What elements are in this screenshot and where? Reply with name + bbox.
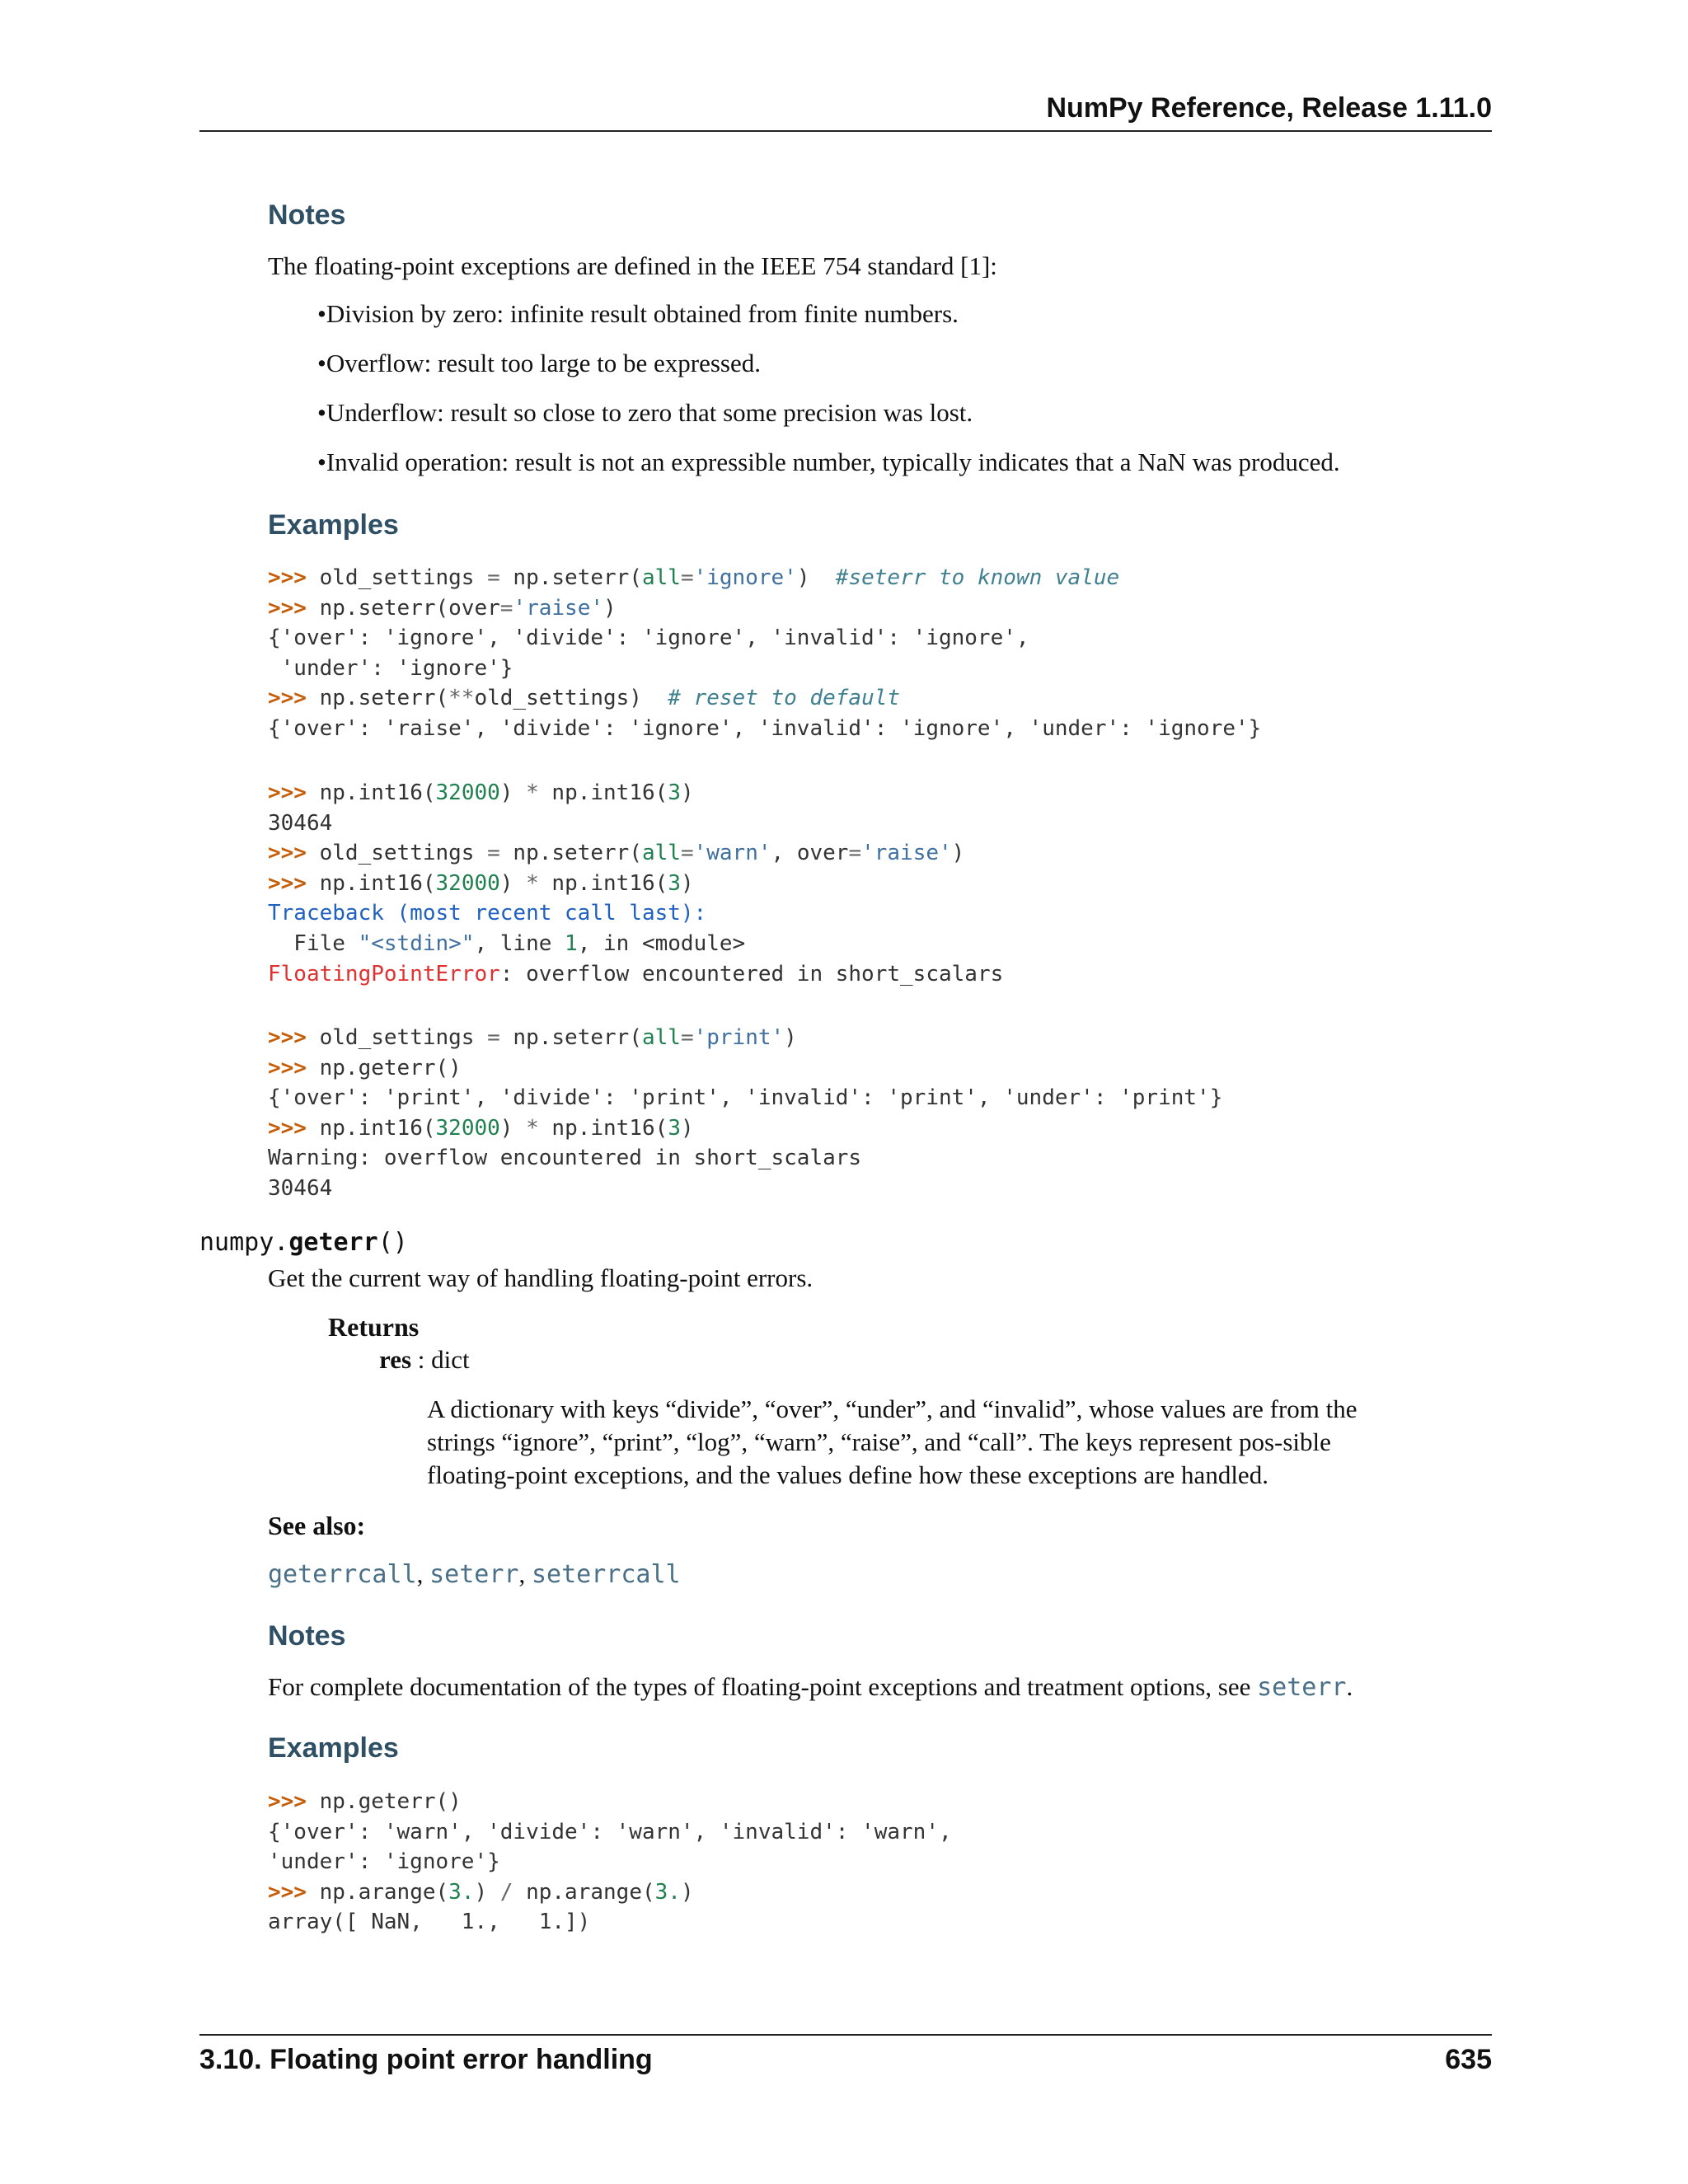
examples-heading: Examples	[268, 509, 399, 541]
notes-intro: The floating-point exceptions are defined in the IEEE 754 standard [1]:	[268, 251, 997, 280]
function-signature	[199, 1228, 408, 1257]
link-geterrcall[interactable]: geterrcall	[268, 1560, 417, 1589]
code-block-seterr-1: >>> old_settings = np.seterr(all='ignore') #seterr to known value >>> np.seterr(over='raise') {'over': 'ignore', 'divide': 'ignore', 'invalid': 'ignore', 'under': 'ignore'} >>> np.seterr(**old_settings) # reset to default {'over': 'raise', 'divide': 'ignore', 'invalid': 'ignore', 'under': 'ignore'}	[268, 565, 1262, 741]
notes-heading: Notes	[268, 199, 346, 231]
signature-module: numpy.	[199, 1228, 289, 1257]
return-description: A dictionary with keys “divide”, “over”, “under”, and “invalid”, whose values are from the strings “ignore”, “print”, “log”, “warn”, “raise”, and “call”. The keys represent pos-sible floating-point exceptions, and the values define how these exceptions are handled.	[427, 1394, 1357, 1489]
see-also-links	[268, 1559, 681, 1589]
return-name: res	[379, 1345, 412, 1374]
function-summary: Get the current way of handling floating-point errors.	[268, 1263, 814, 1292]
page-number: 635	[1445, 2044, 1492, 2075]
geterr-notes-heading: Notes	[268, 1620, 346, 1652]
code-block-geterr: >>> np.geterr() {'over': 'warn', 'divide': 'warn', 'invalid': 'warn', 'under': 'ignore'} >>> np.arange(3.) / np.arange(3.) array([ NaN, 1., 1.])	[268, 1789, 952, 1935]
bullet-item: •Division by zero: infinite result obtained from finite numbers.	[317, 299, 959, 328]
code-block-seterr-2: >>> np.int16(32000) * np.int16(3) 30464 >>> old_settings = np.seterr(all='warn', over='raise') >>> np.int16(32000) * np.int16(3) Traceback (most recent call last): File "<stdin>", line 1, in <module> FloatingPointError: overflow encountered in short_scalars	[268, 780, 1004, 987]
return-value	[379, 1345, 470, 1375]
returns-heading: Returns	[328, 1312, 420, 1342]
header-rule	[199, 130, 1492, 132]
notes-end: .	[1346, 1672, 1353, 1701]
link-separator: ,	[416, 1559, 430, 1588]
see-also-heading: See also:	[268, 1511, 366, 1540]
link-seterr-inline[interactable]: seterr	[1257, 1673, 1347, 1702]
link-separator: ,	[518, 1559, 532, 1588]
code-block-seterr-3: >>> old_settings = np.seterr(all='print') >>> np.geterr() {'over': 'print', 'divide': 'print', 'invalid': 'print', 'under': 'print'} >>> np.int16(32000) * np.int16(3) Warning: overflow encountered in short_scalars 30464	[268, 1025, 1223, 1201]
geterr-notes-text	[268, 1671, 1353, 1704]
notes-body: For complete documentation of the types of floating-point exceptions and treatment options, see	[268, 1672, 1258, 1701]
geterr-examples-heading: Examples	[268, 1732, 399, 1764]
bullet-item: •Invalid operation: result is not an expressible number, typically indicates that a NaN was produced.	[317, 448, 1340, 476]
return-type: : dict	[411, 1345, 470, 1374]
signature-name: geterr	[288, 1228, 378, 1257]
signature-parens: ()	[377, 1228, 408, 1257]
running-header: NumPy Reference, Release 1.11.0	[1046, 92, 1492, 124]
bullet-item: •Underflow: result so close to zero that some precision was lost.	[317, 398, 973, 427]
footer-rule	[199, 2034, 1492, 2036]
link-seterrcall[interactable]: seterrcall	[532, 1560, 681, 1589]
link-seterr[interactable]: seterr	[429, 1560, 519, 1589]
footer-section-title: 3.10. Floating point error handling	[199, 2044, 653, 2075]
bullet-item: •Overflow: result too large to be expressed.	[317, 349, 761, 377]
